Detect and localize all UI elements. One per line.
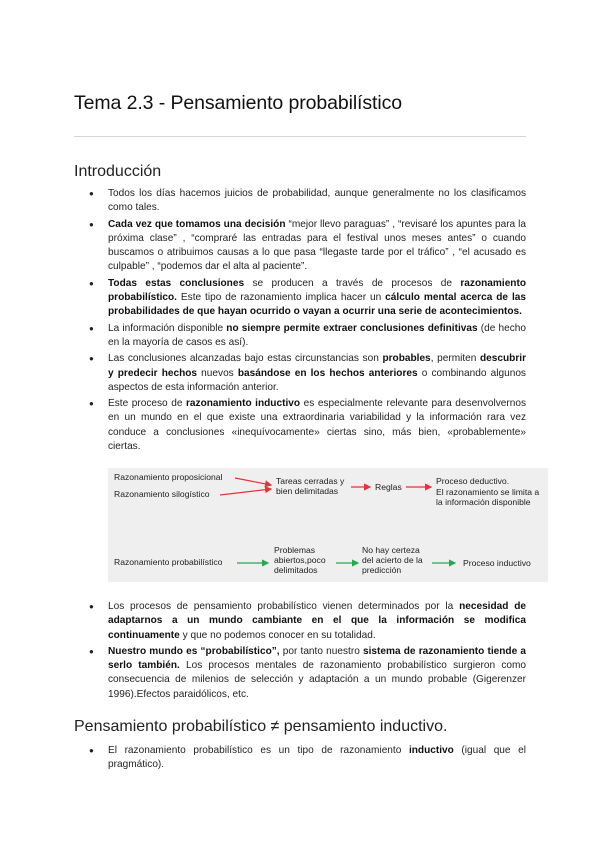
- bullet-item: [74, 187, 526, 216]
- bullet-dot-icon: ●: [89, 646, 94, 656]
- body-text: o combinando algunos aspectos de esta información anterior.: [108, 367, 526, 393]
- node-tareas-cerradas: Tareas cerradas y bien delimitadas: [276, 476, 345, 496]
- bullet-item: [74, 277, 526, 320]
- body-text: Todos los días hacemos juicios de probabilidad, aunque generalmente no los clasificamos como tales.: [108, 188, 526, 214]
- bold-text: no siempre permite extraer conclusiones definitivas: [226, 322, 478, 334]
- body-text: (de hecho en la mayoría de casos es así).: [108, 322, 526, 348]
- node-razonamiento-silogistico: Razonamiento silogístico: [114, 489, 210, 499]
- node-razonamiento-limita: El razonamiento se limita a la información disponible: [436, 487, 540, 507]
- bold-text: inductivo: [408, 745, 454, 756]
- body-text: se producen a través de procesos de: [244, 277, 461, 289]
- bullet-item: [74, 600, 526, 643]
- title-divider: [74, 136, 526, 137]
- bullet-item: [74, 322, 526, 351]
- page-title: Tema 2.3 - Pensamiento probabilístico: [74, 92, 402, 114]
- body-text: Los procesos mentales de razonamiento probabilístico surgieron como consecuencia de milenios de selección y adaptación a un mundo probable (Gigerenzer 1996).Efectos paraidólicos, etc.: [108, 660, 527, 700]
- bullet-item: [74, 218, 526, 275]
- bullet-item: [74, 397, 526, 454]
- node-proceso-deductivo: Proceso deductivo.: [436, 476, 510, 486]
- bold-text: Todas estas conclusiones: [108, 277, 245, 289]
- bullet-dot-icon: ●: [89, 354, 94, 364]
- bold-text: razonamiento inductivo: [186, 398, 301, 410]
- bullet-dot-icon: ●: [89, 602, 94, 611]
- bullet-item: [74, 744, 526, 773]
- bold-text: cálculo mental acerca de las probabilidades de que hayan ocurrido o vayan a ocurrir una serie de acontecimientos.: [108, 292, 526, 318]
- bold-text: Nuestro mundo es “probabilístico”,: [108, 645, 280, 657]
- arrow-silog-to-tareas: [220, 489, 271, 495]
- body-text: El razonamiento probabilístico es un tipo de razonamiento: [108, 745, 409, 756]
- node-razonamiento-proposicional: Razonamiento proposicional: [114, 472, 223, 482]
- node-no-hay-certeza: No hay certeza del acierto de la predicción: [362, 545, 423, 575]
- bullet-dot-icon: ●: [89, 323, 94, 333]
- node-problemas-abiertos: Problemas abiertos,poco delimitados: [274, 545, 326, 575]
- bold-text: Cada vez que tomamos una decisión: [108, 218, 286, 230]
- section-heading-introduccion: Introducción: [74, 163, 162, 180]
- body-text: Los procesos de pensamiento probabilístico vienen determinados por la: [108, 601, 460, 612]
- inductivo-bullet-list: [74, 744, 526, 775]
- bold-text: basándose en los hechos anteriores: [237, 367, 418, 379]
- bullet-dot-icon: ●: [89, 189, 94, 198]
- body-text: Este proceso de: [108, 398, 186, 410]
- node-razonamiento-probabilistico: Razonamiento probabilístico: [114, 557, 223, 567]
- bold-text: razonamiento probabilístico.: [108, 277, 526, 304]
- bullet-item: [74, 645, 526, 702]
- body-text: por tanto nuestro: [279, 645, 363, 657]
- body-text: Este tipo de razonamiento implica hacer un: [176, 292, 386, 304]
- intro-bullet-list: [74, 187, 526, 456]
- bold-text: probables: [382, 353, 431, 365]
- bullet-item: [74, 352, 526, 395]
- reasoning-diagram: [108, 468, 548, 582]
- body-text: Las conclusiones alcanzadas bajo estas circunstancias son: [108, 353, 383, 365]
- node-proceso-inductivo: Proceso inductivo: [463, 558, 531, 568]
- bullet-dot-icon: ●: [89, 399, 94, 409]
- bullet-dot-icon: ●: [89, 278, 94, 288]
- bold-text: necesidad de adaptarnos a un mundo cambiante en el que la información se modifica continuamente: [108, 601, 526, 641]
- body-text: nuevos: [197, 367, 238, 379]
- procesos-bullet-list: [74, 600, 526, 704]
- bullet-dot-icon: ●: [89, 746, 94, 755]
- section-heading-probabilistico-inductivo: Pensamiento probabilístico ≠ pensamiento inductivo.: [74, 718, 448, 735]
- arrow-prop-to-tareas: [235, 478, 271, 485]
- bold-text: descubrir y predecir hechos: [108, 353, 526, 379]
- bullet-dot-icon: ●: [89, 219, 94, 229]
- node-reglas: Reglas: [375, 482, 402, 492]
- body-text: “mejor llevo paraguas” , “revisaré los apuntes para la próxima clase” , “compraré las entradas para el festival unos meses antes” o cuando buscamos o atribuimos causas a lo que pasa “llegaste tarde por el tráfico” , “el acusado es culpable” , “podemos dar el alta al paciente”.: [108, 218, 526, 273]
- bold-text: sistema de razonamiento tiende a serlo también.: [108, 645, 526, 672]
- body-text: , permiten: [430, 353, 480, 365]
- body-text: La información disponible: [108, 322, 227, 334]
- body-text: y que no podemos conocer en su totalidad.: [179, 629, 376, 641]
- body-text: (igual que el pragmático).: [108, 745, 526, 771]
- body-text: es especialmente relevante para desenvolvernos en un mundo en el que existe una extraordinaria variabilidad y la información rara vez conduce a conclusiones «inequívocamente» ciertas sino, más bien, «probablemente» ciertas.: [108, 398, 526, 453]
